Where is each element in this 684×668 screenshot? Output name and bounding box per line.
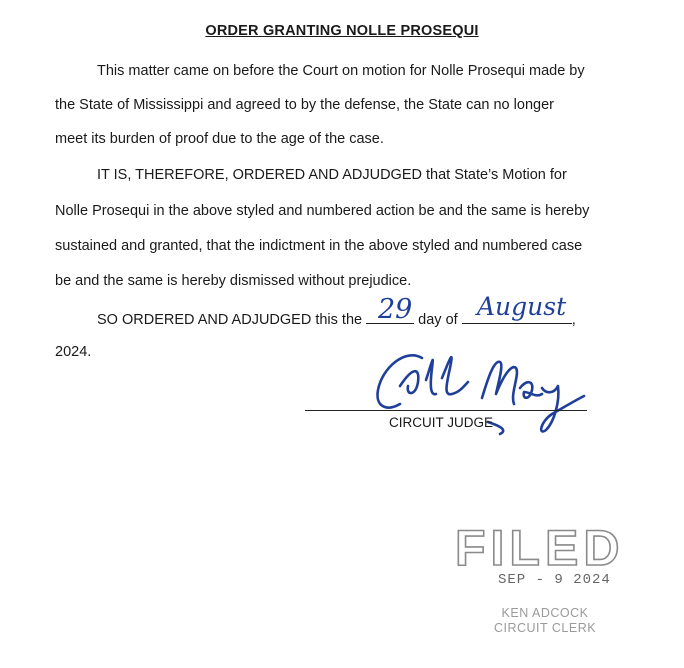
- year-line: 2024.: [55, 344, 92, 360]
- signature-stroke: [426, 360, 436, 394]
- order-line-middle: day of: [418, 312, 458, 328]
- signature-stroke: [541, 386, 584, 431]
- signature-stroke: [482, 362, 517, 404]
- handwritten-month: August: [477, 292, 567, 321]
- handwritten-day: 29: [378, 294, 413, 325]
- paragraph-2-line-1: IT IS, THEREFORE, ORDERED AND ADJUDGED that State’s Motion for: [97, 167, 567, 183]
- signature-stroke: [378, 355, 422, 407]
- document-title: ORDER GRANTING NOLLE PROSEQUI: [205, 23, 479, 39]
- paragraph-1-line-3: meet its burden of proof due to the age of the case.: [55, 131, 384, 147]
- paragraph-2-line-3: sustained and granted, that the indictment in the above styled and numbered case: [55, 238, 583, 254]
- signature-stroke: [442, 357, 468, 394]
- signature-line: [305, 410, 587, 411]
- filed-date: SEP - 9 2024: [498, 572, 611, 588]
- paragraph-1-line-1: This matter came on before the Court on motion for Nolle Prosequi made by: [97, 63, 585, 79]
- filed-stamp-text: FILED: [455, 520, 625, 576]
- order-line-suffix: ,: [571, 312, 576, 328]
- order-line-prefix: SO ORDERED AND ADJUDGED this the: [97, 312, 363, 328]
- clerk-title: CIRCUIT CLERK: [493, 621, 597, 635]
- clerk-name: KEN ADCOCK: [501, 606, 589, 620]
- signature-stroke: [400, 371, 418, 393]
- paragraph-1-line-2: the State of Mississippi and agreed to by the defense, the State can no longer: [55, 97, 554, 113]
- signature-stroke: [520, 382, 542, 398]
- paragraph-2-line-2: Nolle Prosequi in the above styled and numbered action be and the same is hereby: [55, 203, 590, 219]
- signature-label: CIRCUIT JUDGE: [389, 415, 494, 430]
- filed-stamp: [455, 521, 624, 575]
- paragraph-2-line-4: be and the same is hereby dismissed without prejudice.: [55, 273, 412, 289]
